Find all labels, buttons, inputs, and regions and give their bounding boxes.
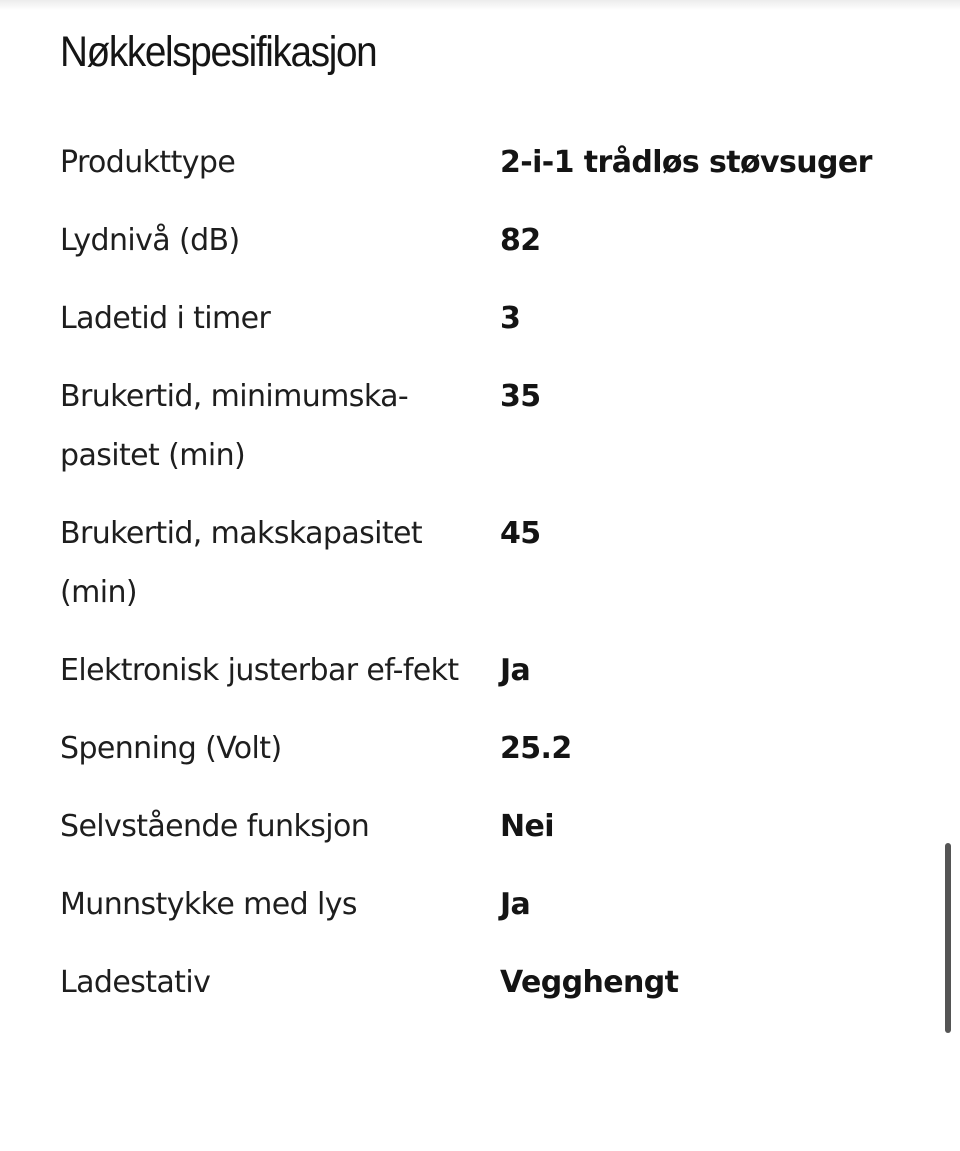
spec-row-charge-time xyxy=(60,289,920,348)
spec-row-adjustable-power xyxy=(60,641,920,700)
spec-value: 2-i-1 trådløs støvsuger xyxy=(500,145,872,180)
spec-row-product-type xyxy=(60,133,920,192)
top-shadow xyxy=(0,0,960,10)
spec-value: 25.2 xyxy=(500,731,572,766)
spec-row-freestanding xyxy=(60,797,920,856)
spec-row-charging-stand xyxy=(60,953,920,1012)
spec-value: Ja xyxy=(500,653,531,688)
spec-list xyxy=(60,133,920,1031)
spec-value: 82 xyxy=(500,223,541,258)
spec-row-max-runtime xyxy=(60,504,920,622)
spec-value: 45 xyxy=(500,516,541,551)
scrollbar[interactable] xyxy=(945,843,951,1033)
spec-row-min-runtime xyxy=(60,367,920,485)
spec-label: Elektronisk justerbar ef-fekt xyxy=(60,653,459,688)
spec-row-noise-level xyxy=(60,211,920,270)
spec-row-nozzle-light xyxy=(60,875,920,934)
spec-label: Ladetid i timer xyxy=(60,301,271,336)
spec-label: Spenning (Volt) xyxy=(60,731,282,766)
spec-value: Nei xyxy=(500,809,554,844)
spec-label: Brukertid, makskapasitet (min) xyxy=(60,516,423,610)
spec-value: Ja xyxy=(500,887,531,922)
spec-label: Munnstykke med lys xyxy=(60,887,357,922)
spec-label: Brukertid, minimumska-pasitet (min) xyxy=(60,379,409,473)
spec-label: Ladestativ xyxy=(60,965,211,1000)
spec-value: Vegghengt xyxy=(500,965,679,1000)
spec-label: Lydnivå (dB) xyxy=(60,223,240,258)
spec-label: Selvstående funksjon xyxy=(60,809,370,844)
spec-value: 3 xyxy=(500,301,521,336)
spec-label: Produkttype xyxy=(60,145,236,180)
spec-value: 35 xyxy=(500,379,541,414)
section-title: Nøkkelspesifikasjon xyxy=(60,28,377,76)
spec-row-voltage xyxy=(60,719,920,778)
